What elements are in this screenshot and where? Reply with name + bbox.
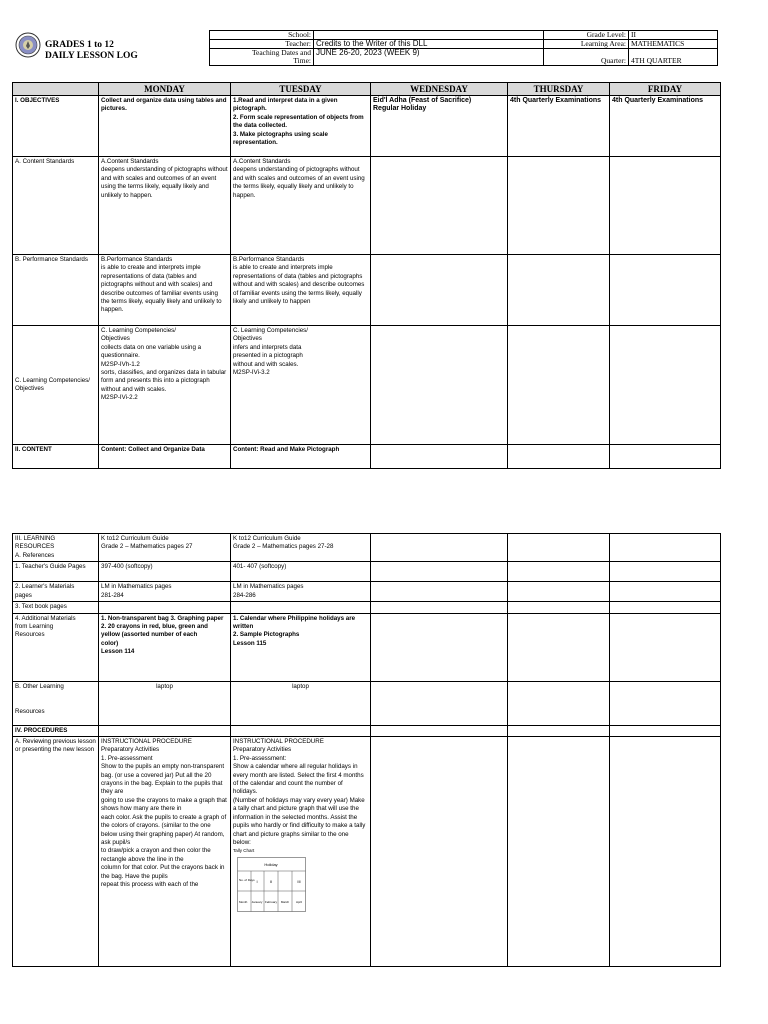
objectives-fri: 4th Quarterly Examinations (610, 96, 721, 157)
tally-count-jan: I (256, 879, 258, 885)
empty-cell (371, 255, 508, 326)
tally-title: Holiday (264, 862, 278, 868)
content-tue: Content: Read and Make Pictograph (231, 445, 371, 469)
area-value: MATHEMATICS (629, 40, 718, 49)
tally-month-feb: February (264, 900, 278, 905)
empty-cell (508, 602, 610, 613)
dates-label-line1: Teaching Dates and (251, 48, 311, 57)
header-info-table (209, 30, 718, 66)
additional-materials-mon: 1. Non-transparent bag 3. Graphing paper 2. 20 crayons in red, blue, green and yellow (assorted number of each color) Lesson 114 (99, 613, 231, 681)
content-standards-tue: A.Content Standards deepens understanding of pictographs without and with scales and outcomes of an event using the terms likely, equally likely and unlikely to happen. (231, 157, 371, 255)
tally-month-mar: March (280, 900, 290, 905)
competencies-label: C. Learning Competencies/ Objectives (13, 326, 99, 445)
review-mon: INSTRUCTIONAL PROCEDURE Preparatory Activities 1. Pre-assessment Show to the pupils an empty non-transparent bag. (or use a covered jar) Put all the 20 crayons in the bag. Explain to the pupils that they are going to use the crayons to make a graph that shows how many are there in each color. Ask the pupils to create a graph of the colors of crayons. (similar to the one below using their graphing paper) At random, ask pupil/s to draw/pick a crayon and then color the rectangle above the line in the column for that color. Put the crayons back in the bag. Have the pupils repeat this process with each of the (99, 737, 231, 967)
textbook-row (13, 602, 721, 613)
lesson-table-bottom (12, 533, 721, 967)
empty-cell (508, 681, 610, 725)
empty-cell (508, 255, 610, 326)
empty-cell (610, 602, 721, 613)
empty-cell (508, 562, 610, 582)
other-resources-mon: laptop (99, 681, 231, 725)
empty-cell (371, 326, 508, 445)
other-resources-tue: laptop (231, 681, 371, 725)
procedures-label: IV. PROCEDURES (13, 725, 99, 736)
empty-cell (610, 737, 721, 967)
empty-cell (371, 681, 508, 725)
tally-row-label: No. of Days (239, 878, 255, 883)
grade-label: Grade Level: (544, 31, 629, 40)
empty-cell (371, 602, 508, 613)
lesson-table-top (12, 82, 721, 469)
empty-cell (371, 725, 508, 736)
objectives-wed: Eid'l Adha (Feast of Sacrifice) Regular Holiday (371, 96, 508, 157)
resources-mon: K to12 Curriculum Guide Grade 2 – Mathematics pages 27 (99, 534, 231, 562)
area-label: Learning Area: (544, 40, 629, 49)
empty-cell (610, 255, 721, 326)
school-value (314, 31, 544, 40)
header-title (45, 40, 138, 62)
resources-row (13, 534, 721, 562)
content-row (13, 445, 721, 469)
competencies-mon: C. Learning Competencies/ Objectives collects data on one variable using a questionnaire. M2SP-IVh-1.2 sorts, classifies, and organizes data in tabular form and presents this into a pictograph without and with scales. M2SP-IVi-2.2 (99, 326, 231, 445)
teachers-guide-label: 1. Teacher's Guide Pages (13, 562, 99, 582)
empty-cell (508, 326, 610, 445)
empty-cell (371, 445, 508, 469)
teacher-value: Credits to the Writer of this DLL (314, 40, 544, 49)
resources-tue: K to12 Curriculum Guide Grade 2 – Mathematics pages 27-28 (231, 534, 371, 562)
day-monday: MONDAY (99, 83, 231, 96)
deped-seal-icon (15, 32, 41, 58)
day-friday: FRIDAY (610, 83, 721, 96)
content-standards-mon: A.Content Standards deepens understanding of pictographs without and with scales and outcomes of an event using the terms likely, equally likely and unlikely to happen. (99, 157, 231, 255)
resources-label: III. LEARNING RESOURCES A. References (13, 534, 99, 562)
procedures-row (13, 725, 721, 736)
performance-standards-label: B. Performance Standards (13, 255, 99, 326)
empty-cell (371, 737, 508, 967)
empty-cell (508, 613, 610, 681)
objectives-row (13, 96, 721, 157)
learners-materials-mon: LM in Mathematics pages 281-284 (99, 582, 231, 602)
objectives-thu: 4th Quarterly Examinations (508, 96, 610, 157)
additional-materials-row (13, 613, 721, 681)
objectives-tue: 1.Read and interpret data in a given pictograph. 2. Form scale representation of objects from the data collected. 3. Make pictographs using scale representation. (231, 96, 371, 157)
objectives-label: I. OBJECTIVES (13, 96, 99, 157)
competencies-row (13, 326, 721, 445)
title-line2: DAILY LESSON LOG (45, 51, 138, 61)
content-standards-label: A. Content Standards (13, 157, 99, 255)
tally-chart (237, 857, 307, 913)
tally-count-apr: III (297, 879, 301, 885)
empty-cell (99, 725, 231, 736)
dates-value: JUNE 26-20, 2023 (WEEK 9) (314, 49, 544, 66)
empty-cell (371, 157, 508, 255)
review-tue: INSTRUCTIONAL PROCEDURE Preparatory Activities 1. Pre-assessment: Show a calendar where all regular holidays in every month are listed. Select the first 4 months of the calendar and count the number of holidays. (Number of holidays may vary every year) Make a tally chart and picture graph that will use the information in the selected months. Assist the pupils who hardly or find difficulty to make a tally chart and picture graphs similar to the one below: (233, 738, 366, 846)
empty-cell (508, 582, 610, 602)
empty-cell (610, 326, 721, 445)
additional-materials-label: 4. Additional Materials from Learning Resources (13, 613, 99, 681)
teachers-guide-row (13, 562, 721, 582)
empty-cell (610, 725, 721, 736)
learners-materials-row (13, 582, 721, 602)
day-header-row (13, 83, 721, 96)
empty-cell (610, 445, 721, 469)
empty-cell (610, 534, 721, 562)
empty-cell (231, 725, 371, 736)
other-resources-row (13, 681, 721, 725)
day-tuesday: TUESDAY (231, 83, 371, 96)
teachers-guide-mon: 397-400 (softcopy) (99, 562, 231, 582)
quarter-label: Quarter: (544, 49, 629, 66)
teacher-label: Teacher: (210, 40, 314, 49)
blank-header (13, 83, 99, 96)
title-line1: GRADES 1 to 12 (45, 40, 114, 50)
empty-cell (508, 737, 610, 967)
teachers-guide-tue: 401- 407 (softcopy) (231, 562, 371, 582)
empty-cell (610, 681, 721, 725)
performance-standards-tue: B.Performance Standards is able to create and interprets imple representations of data (tables and pictographs without and with scales) and describe outcomes of familiar events using the terms likely, equally likely and unlikely to happen (231, 255, 371, 326)
empty-cell (508, 725, 610, 736)
tally-months-label: Month (239, 900, 248, 905)
dates-label-line2: Time: (293, 56, 311, 65)
dates-label (210, 49, 314, 66)
tally-month-apr: April (295, 900, 303, 905)
empty-cell (610, 157, 721, 255)
additional-materials-tue: 1. Calendar where Philippine holidays are written 2. Sample Pictographs Lesson 115 (231, 613, 371, 681)
quarter-value: 4TH QUARTER (629, 49, 718, 66)
empty-cell (610, 562, 721, 582)
empty-cell (371, 562, 508, 582)
content-mon: Content: Collect and Organize Data (99, 445, 231, 469)
review-row (13, 737, 721, 967)
tally-count-feb: II (269, 879, 273, 885)
tally-month-jan: January (251, 900, 263, 905)
empty-cell (371, 534, 508, 562)
competencies-tue: C. Learning Competencies/ Objectives infers and interprets data presented in a pictograph without and with scales. M2SP-IVi-3.2 (231, 326, 371, 445)
day-wednesday: WEDNESDAY (371, 83, 508, 96)
grade-value: II (629, 31, 718, 40)
empty-cell (508, 157, 610, 255)
learners-materials-tue: LM in Mathematics pages 284-286 (231, 582, 371, 602)
objectives-mon: Collect and organize data using tables and pictures. (99, 96, 231, 157)
learners-materials-label: 2. Learner's Materials pages (13, 582, 99, 602)
review-tue-cell (231, 737, 371, 967)
empty-cell (99, 602, 231, 613)
review-label: A. Reviewing previous lesson or presenting the new lesson (13, 737, 99, 967)
empty-cell (610, 613, 721, 681)
empty-cell (508, 534, 610, 562)
textbook-label: 3. Text book pages (13, 602, 99, 613)
empty-cell (371, 613, 508, 681)
empty-cell (231, 602, 371, 613)
content-standards-row (13, 157, 721, 255)
empty-cell (371, 582, 508, 602)
school-label: School: (210, 31, 314, 40)
performance-standards-mon: B.Performance Standards is able to create and interprets imple representations of data (tables and pictographs without and with scales) and describe outcomes of familiar events using the terms likely, equally likely and unlikely to happen. (99, 255, 231, 326)
content-label: II. CONTENT (13, 445, 99, 469)
empty-cell (610, 582, 721, 602)
empty-cell (508, 445, 610, 469)
performance-standards-row (13, 255, 721, 326)
day-thursday: THURSDAY (508, 83, 610, 96)
other-resources-label: B. Other Learning Resources (13, 681, 99, 725)
tally-caption: Tally Chart (233, 848, 255, 854)
